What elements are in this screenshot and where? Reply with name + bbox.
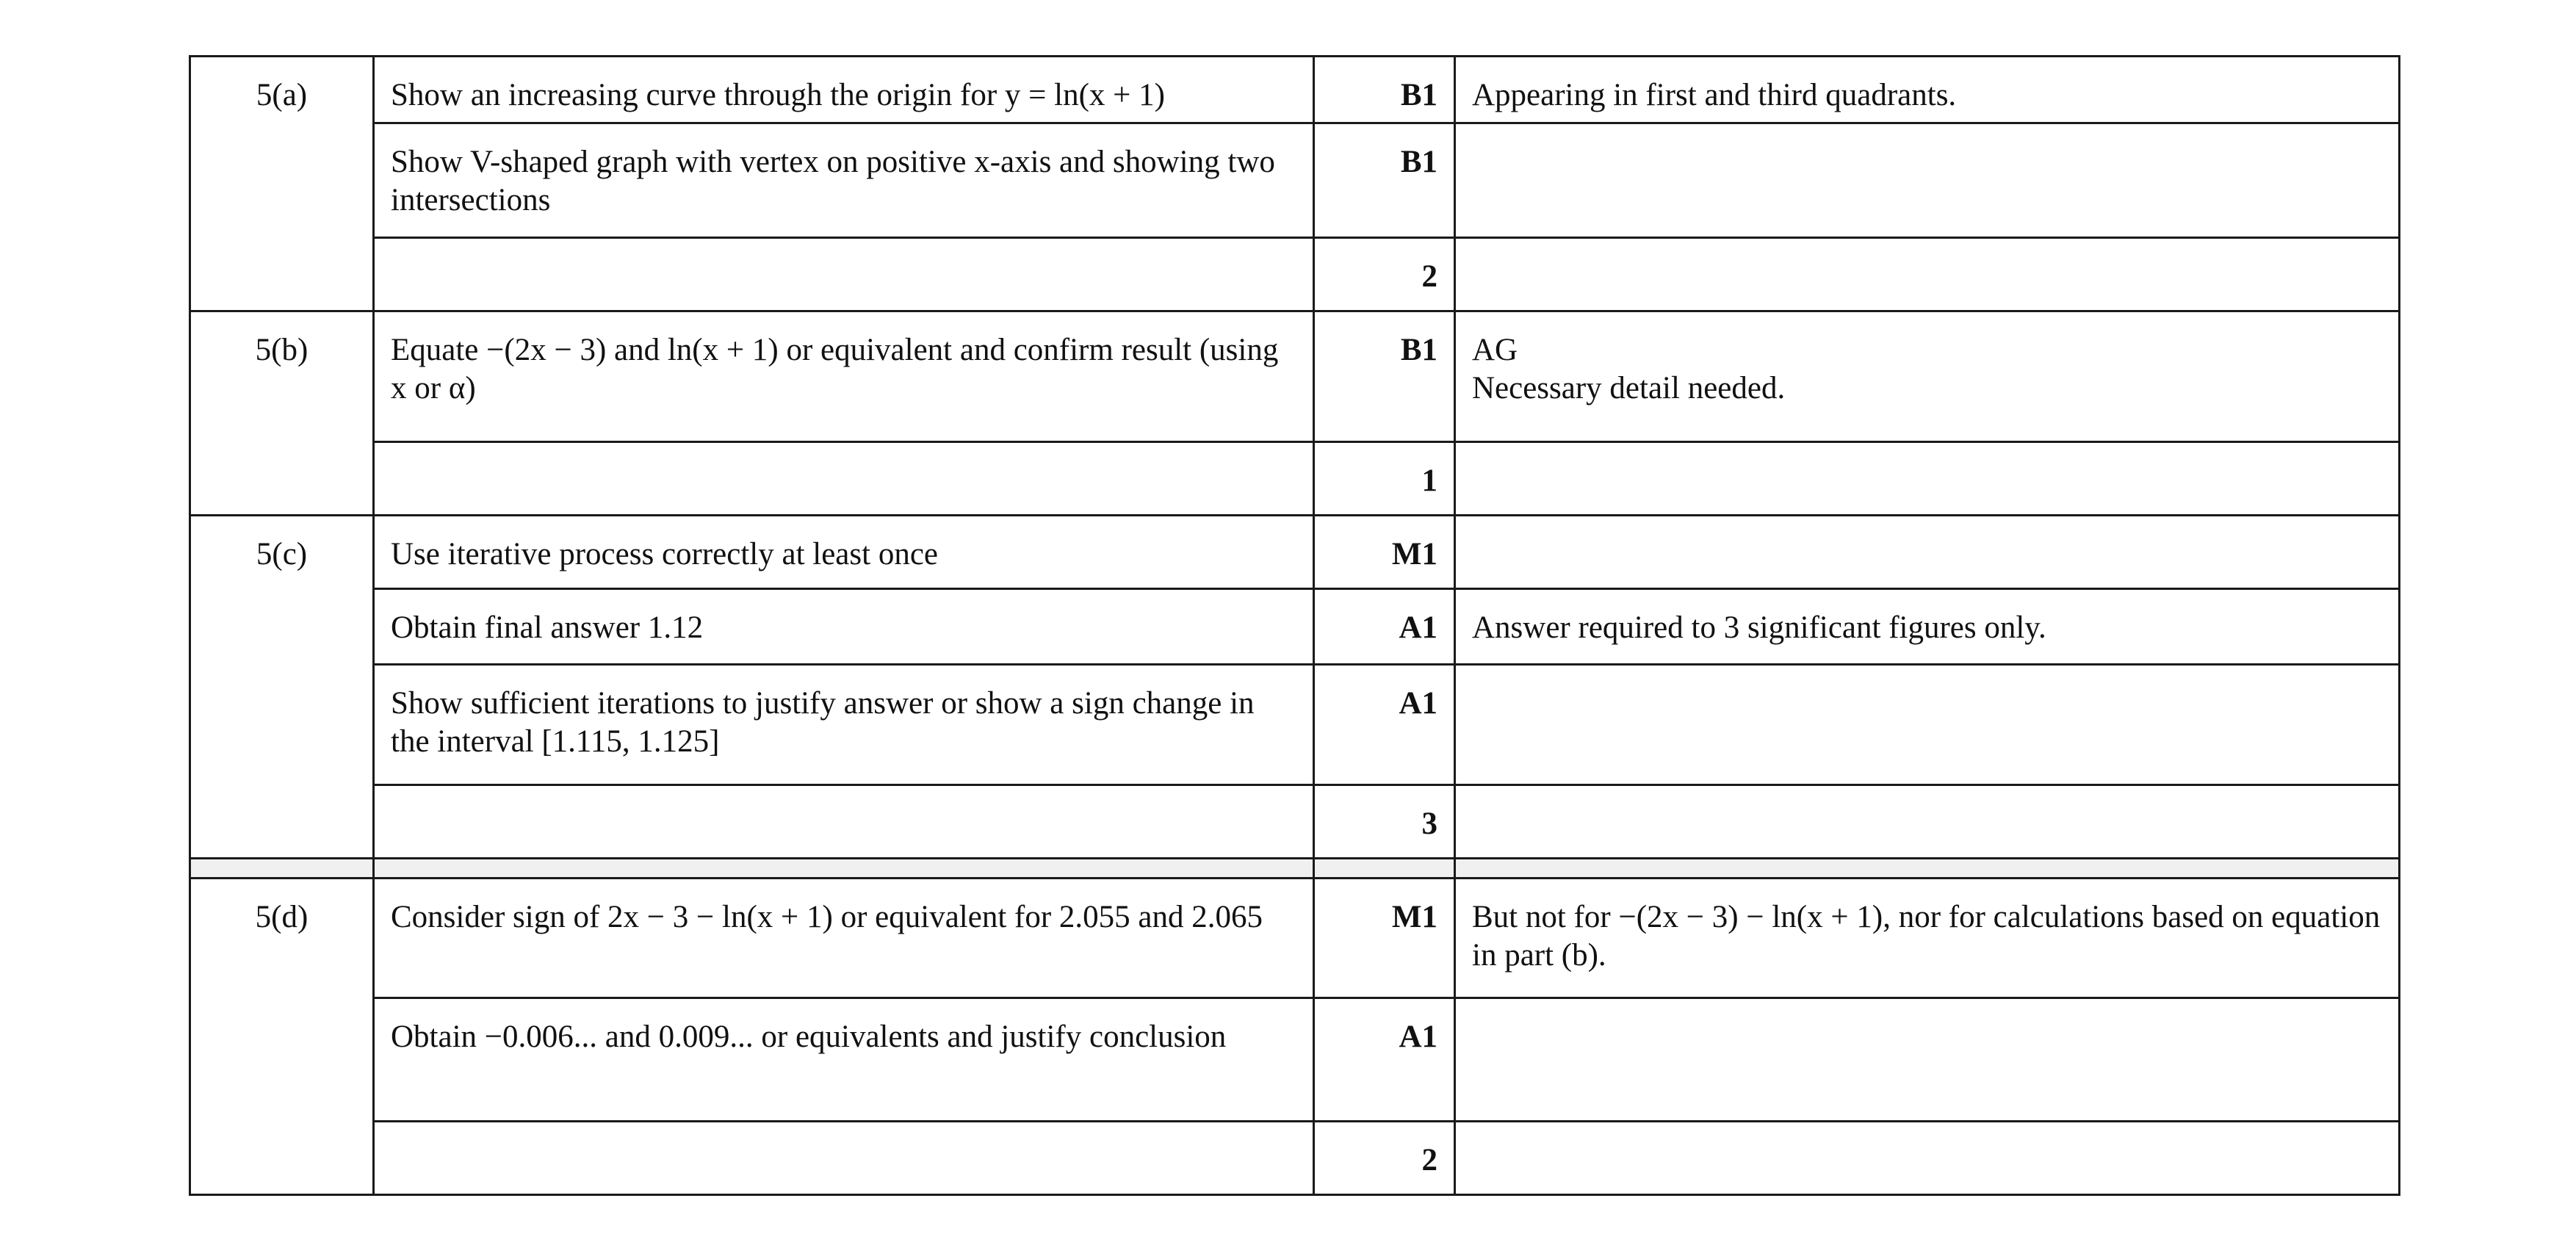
total-mark: 2 xyxy=(1314,1122,1455,1195)
total-row xyxy=(190,785,2400,859)
guidance-cell: AG Necessary detail needed. xyxy=(1455,311,2400,442)
table-row xyxy=(190,665,2400,785)
answer-cell: Show V-shaped graph with vertex on positive x-axis and showing two intersections xyxy=(374,123,1314,238)
answer-cell xyxy=(374,442,1314,516)
question-number: 5(d) xyxy=(190,879,374,1195)
table-row xyxy=(190,57,2400,123)
section-divider xyxy=(190,859,2400,879)
answer-cell: Obtain final answer 1.12 xyxy=(374,589,1314,665)
total-row xyxy=(190,442,2400,516)
mark-cell: A1 xyxy=(1314,665,1455,785)
answer-cell: Obtain −0.006... and 0.009... or equivalents and justify conclusion xyxy=(374,998,1314,1122)
guidance-cell xyxy=(1455,516,2400,589)
table-row xyxy=(190,311,2400,442)
answer-cell xyxy=(374,1122,1314,1195)
table-row xyxy=(190,998,2400,1122)
guidance-cell: But not for −(2x − 3) − ln(x + 1), nor for calculations based on equation in part (b). xyxy=(1455,879,2400,998)
guidance-cell: Answer required to 3 significant figures only. xyxy=(1455,589,2400,665)
guidance-cell: Appearing in first and third quadrants. xyxy=(1455,57,2400,123)
guidance-cell xyxy=(1455,442,2400,516)
total-mark: 2 xyxy=(1314,238,1455,311)
answer-cell: Consider sign of 2x − 3 − ln(x + 1) or equivalent for 2.055 and 2.065 xyxy=(374,879,1314,998)
guidance-cell xyxy=(1455,238,2400,311)
question-number: 5(b) xyxy=(190,311,374,516)
answer-cell: Use iterative process correctly at least once xyxy=(374,516,1314,589)
guidance-cell xyxy=(1455,665,2400,785)
answer-cell: Equate −(2x − 3) and ln(x + 1) or equivalent and confirm result (using x or α) xyxy=(374,311,1314,442)
total-row xyxy=(190,1122,2400,1195)
table-row xyxy=(190,589,2400,665)
question-number: 5(c) xyxy=(190,516,374,859)
answer-cell: Show sufficient iterations to justify answer or show a sign change in the interval [1.115, 1.125] xyxy=(374,665,1314,785)
guidance-cell xyxy=(1455,998,2400,1122)
mark-cell: M1 xyxy=(1314,879,1455,998)
mark-cell: B1 xyxy=(1314,57,1455,123)
mark-cell: M1 xyxy=(1314,516,1455,589)
table-row xyxy=(190,123,2400,238)
mark-cell: A1 xyxy=(1314,589,1455,665)
mark-cell: B1 xyxy=(1314,311,1455,442)
mark-cell: B1 xyxy=(1314,123,1455,238)
guidance-cell xyxy=(1455,123,2400,238)
answer-cell: Show an increasing curve through the origin for y = ln(x + 1) xyxy=(374,57,1314,123)
mark-scheme-table xyxy=(189,55,2400,1196)
guidance-cell xyxy=(1455,785,2400,859)
total-mark: 3 xyxy=(1314,785,1455,859)
guidance-cell xyxy=(1455,1122,2400,1195)
table-row xyxy=(190,879,2400,998)
question-number: 5(a) xyxy=(190,57,374,311)
total-mark: 1 xyxy=(1314,442,1455,516)
total-row xyxy=(190,238,2400,311)
answer-cell xyxy=(374,238,1314,311)
mark-cell: A1 xyxy=(1314,998,1455,1122)
answer-cell xyxy=(374,785,1314,859)
table-row xyxy=(190,516,2400,589)
